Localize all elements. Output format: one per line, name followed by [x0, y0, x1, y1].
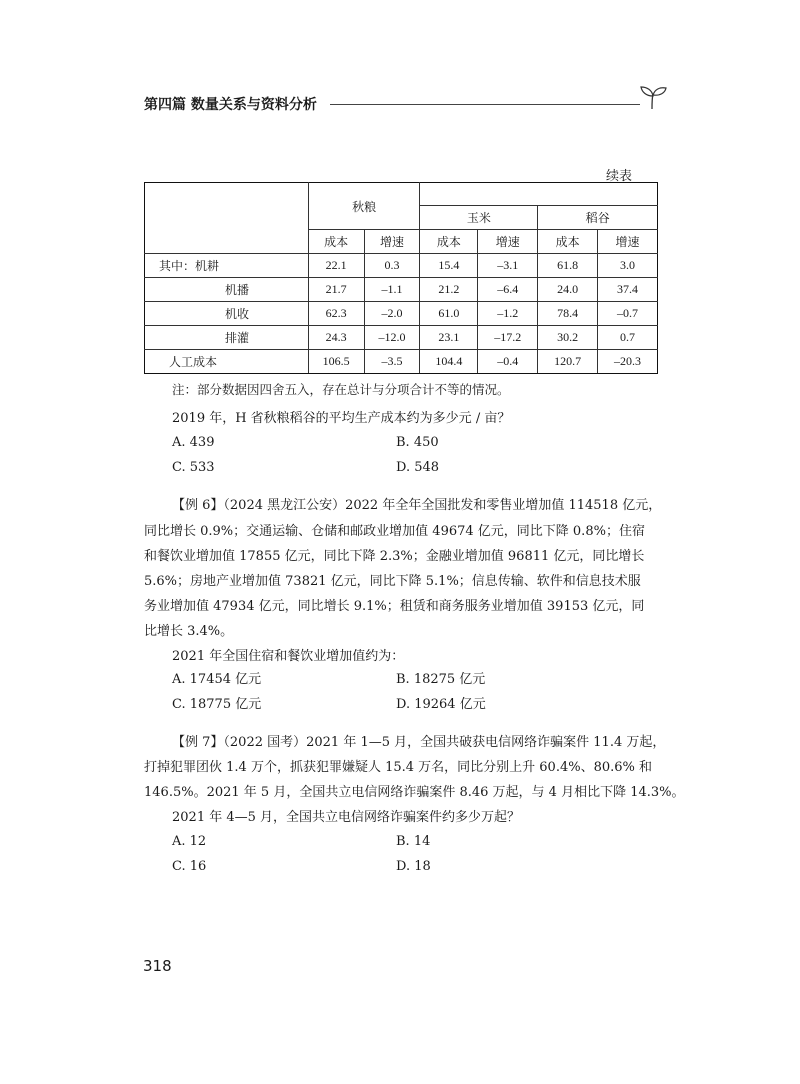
question-3: 2021 年 4—5 月，全国共立电信网络诈骗案件约多少万起？ [172, 810, 521, 825]
cell: –1.1 [364, 278, 420, 302]
cell: 23.1 [420, 326, 478, 350]
option-b: B. 18275 亿元 [396, 672, 486, 687]
option-b: B. 450 [396, 435, 439, 450]
cell: 22.1 [308, 254, 364, 278]
cell: 61.0 [420, 302, 478, 326]
table-row [145, 350, 658, 374]
sub-header: 成本 [308, 230, 364, 254]
section-title: 第四篇 数量关系与资料分析 [144, 97, 317, 113]
cell: 15.4 [420, 254, 478, 278]
cell: –0.4 [478, 350, 538, 374]
cell: –2.0 [364, 302, 420, 326]
question-1: 2019 年，H 省秋粮稻谷的平均生产成本约为多少元 / 亩？ [172, 411, 511, 426]
option-a: A. 439 [172, 435, 215, 450]
cell: –3.5 [364, 350, 420, 374]
example-7-line: 【例 7】（2022 国考）2021 年 1—5 月，全国共破获电信网络诈骗案件 11.4 万起， [172, 735, 666, 750]
option-d: D. 18 [396, 859, 431, 874]
sub-header: 成本 [420, 230, 478, 254]
cell: 61.8 [538, 254, 598, 278]
cost-table [144, 182, 658, 374]
table-row [145, 326, 658, 350]
row-label: 机播 [145, 278, 309, 302]
option-c: C. 18775 亿元 [172, 697, 262, 712]
option-a: A. 12 [172, 834, 207, 849]
cell: 120.7 [538, 350, 598, 374]
cell: –20.3 [598, 350, 658, 374]
sub-header: 成本 [538, 230, 598, 254]
example-6-line: 同比增长 0.9%；交通运输、仓储和邮政业增加值 49674 亿元，同比下降 0.8%；住宿 [144, 524, 645, 539]
example-6-line: 5.6%；房地产业增加值 73821 亿元，同比下降 5.1%；信息传输、软件和信息技术服 [144, 574, 641, 589]
row-label: 排灌 [145, 326, 309, 350]
cell: 30.2 [538, 326, 598, 350]
table-row [145, 302, 658, 326]
sub-header: 增速 [478, 230, 538, 254]
row-label: 人工成本 [145, 350, 309, 374]
example-6-line: 【例 6】（2024 黑龙江公安）2022 年全年全国批发和零售业增加值 114518 亿元， [172, 498, 662, 513]
option-d: D. 19264 亿元 [396, 697, 486, 712]
cell: 21.2 [420, 278, 478, 302]
cell: –17.2 [478, 326, 538, 350]
table-note: 注：部分数据因四舍五入，存在总计与分项合计不等的情况。 [172, 382, 510, 397]
cell: 37.4 [598, 278, 658, 302]
cell: –1.2 [478, 302, 538, 326]
continued-label: 续表 [606, 169, 633, 184]
cell: –12.0 [364, 326, 420, 350]
group-header-daogu: 稻谷 [538, 206, 658, 230]
sub-header: 增速 [598, 230, 658, 254]
table-row [145, 278, 658, 302]
row-label: 其中：机耕 [145, 254, 309, 278]
example-7-line: 146.5%。2021 年 5 月，全国共立电信网络诈骗案件 8.46 万起，与 4 月相比下降 14.3%。 [144, 785, 685, 800]
page-number: 318 [143, 957, 172, 975]
example-6-line: 务业增加值 47934 亿元，同比增长 9.1%；租赁和商务服务业增加值 39153 亿元，同 [144, 599, 645, 614]
cell: 104.4 [420, 350, 478, 374]
example-7-line: 打掉犯罪团伙 1.4 万个，抓获犯罪嫌疑人 15.4 万名，同比分别上升 60.4%、80.6% 和 [144, 760, 653, 775]
cell: –0.7 [598, 302, 658, 326]
option-d: D. 548 [396, 460, 440, 475]
option-c: C. 533 [172, 460, 215, 475]
cell: 106.5 [308, 350, 364, 374]
header-rule [330, 104, 640, 105]
cell: 24.0 [538, 278, 598, 302]
row-label: 机收 [145, 302, 309, 326]
page-header [144, 94, 664, 118]
cell: 3.0 [598, 254, 658, 278]
example-6-line: 和餐饮业增加值 17855 亿元，同比下降 2.3%；金融业增加值 96811 亿元，同比增长 [144, 549, 645, 564]
cell: 62.3 [308, 302, 364, 326]
example-6-line: 比增长 3.4%。 [144, 624, 234, 639]
option-b: B. 14 [396, 834, 431, 849]
group-header-qiuliang: 秋粮 [308, 183, 420, 230]
option-c: C. 16 [172, 859, 207, 874]
group-header-yumi: 玉米 [420, 206, 538, 230]
option-a: A. 17454 亿元 [172, 672, 262, 687]
cell: 78.4 [538, 302, 598, 326]
table-corner-cell [145, 183, 309, 254]
sprout-icon [638, 84, 668, 110]
question-2: 2021 年全国住宿和餐饮业增加值约为： [172, 649, 405, 664]
cell: 24.3 [308, 326, 364, 350]
cell: –6.4 [478, 278, 538, 302]
group-header-spacer [420, 183, 658, 206]
cell: 21.7 [308, 278, 364, 302]
sub-header: 增速 [364, 230, 420, 254]
cell: 0.7 [598, 326, 658, 350]
cell: 0.3 [364, 254, 420, 278]
cell: –3.1 [478, 254, 538, 278]
table-row [145, 254, 658, 278]
